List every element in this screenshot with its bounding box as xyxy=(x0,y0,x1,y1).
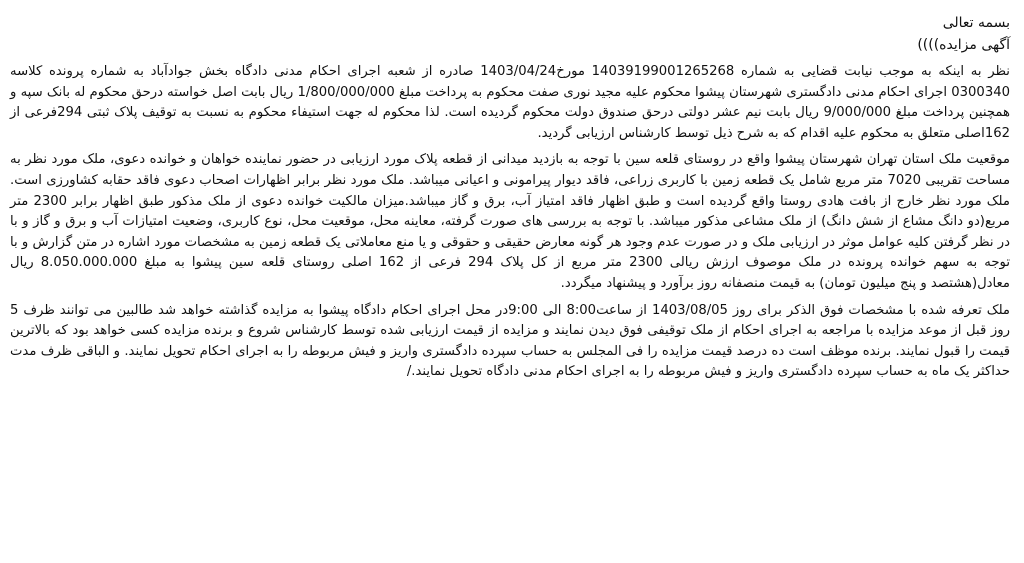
document-heading-bismillah: بسمه تعالی xyxy=(942,15,1010,31)
notice-paragraph-auction-terms: ملک تعرفه شده با مشخصات فوق الذکر برای روز 1403/08/05 از ساعت8:00 الی 9:00در محل اجرای احکام دادگاه پیشوا به مزایده گذاشته خواهد شد طالبین می توانند ظرف 5 روز قبل از موعد مزایده با مراجعه به اجرای احکام از ملک توقیفی فوق دیدن نمایند و مزایده از قیمت ارزیابی شده توسط کارشناس شروع و برنده مزایده کسی خواهد بود که بالاترین قیمت را قبول نمایند. برنده موظف است ده درصد قیمت مزایده را فی المجلس به حساب سپرده دادگستری واریز و فیش مربوطه را به اجرای احکام تحویل نمایند. و الباقی ظرف مدت حداکثر یک ماه به حساب سپرده دادگستری واریز و فیش مربوطه را به اجرای احکام مدنی دادگاه تحویل نمایند./ xyxy=(10,302,1010,380)
document-heading-auction-notice: آگهی مزایده)))) xyxy=(917,37,1010,53)
notice-paragraph-property-assessment: موقعیت ملک استان تهران شهرستان پیشوا واقع در روستای قلعه سین با توجه به بازدید میدانی از قطعه پلاک مورد ارزیابی در حضور نماینده خواهان و خوانده دعوی، ملک مورد نظر به مساحت تقریبی 7020 متر مربع شامل یک قطعه زمین با کاربری زراعی، فاقد دیوار پیرامونی و اعیانی میباشد. ملک مورد نظر برابر اظهارات اصحاب دعوی فاقد حقابه کشاورزی است. ملک مورد نظر خارج از بافت هادی روستا واقع گردیده است و طبق اظهار فاقد امتیاز آب، برق و گاز میباشد.میزان مالکیت خوانده دعوی از ملک مذکور طبق اظهار برابر 2300 متر مربع(دو دانگ مشاع از شش دانگ) از ملک مشاعی مذکور میباشد. با توجه به بررسی های صورت گرفته، معاینه محل، موقعیت محل، نوع کاربری، وضعیت امتیازات آب و برق و گاز و با در نظر گرفتن کلیه عوامل موثر در ارزیابی ملک و در صورت عدم وجود هر گونه معارض حقیقی و حقوقی و یا منع معاملاتی یک قطعه زمین به مشخصات مورد اشاره در متن گزارش و با توجه به سهم خوانده پرونده در ملک موصوف ارزش ریالی 2300 متر مربع از کل پلاک 294 فرعی از 162 اصلی روستای قلعه سین پیشوا به مبلغ 8.050.000.000 ریال معادل(هشتصد و پنج میلیون تومان) به قیمت منصفانه روز برآورد و پیشنهاد میگردد. xyxy=(10,152,1011,291)
notice-paragraph-case-details: نظر به اینکه به موجب نیابت قضایی به شماره 14039199001265268 مورخ1403/04/24 صادره از شعبه اجرای احکام مدنی دادگاه بخش جوادآباد به شماره پرونده کلاسه 0300340 اجرای احکام مدنی دادگستری شهرستان پیشوا محکوم علیه مجید نوری صفت محکوم به پرداخت مبلغ 1/800/000/000 ریال بابت اصل خواسته درحق محکوم له بانک سپه و همچنین پرداخت مبلغ 9/000/000 ریال بابت نیم عشر دولتی درحق صندوق دولت محکوم گردیده است. لذا محکوم له جهت استیفاء محکوم به نسبت به توقیف پلاک ثبتی 294فرعی از 162اصلی متعلق به محکوم علیه اقدام که به شرح ذیل توسط کارشناس ارزیابی گردید. xyxy=(10,64,1010,141)
